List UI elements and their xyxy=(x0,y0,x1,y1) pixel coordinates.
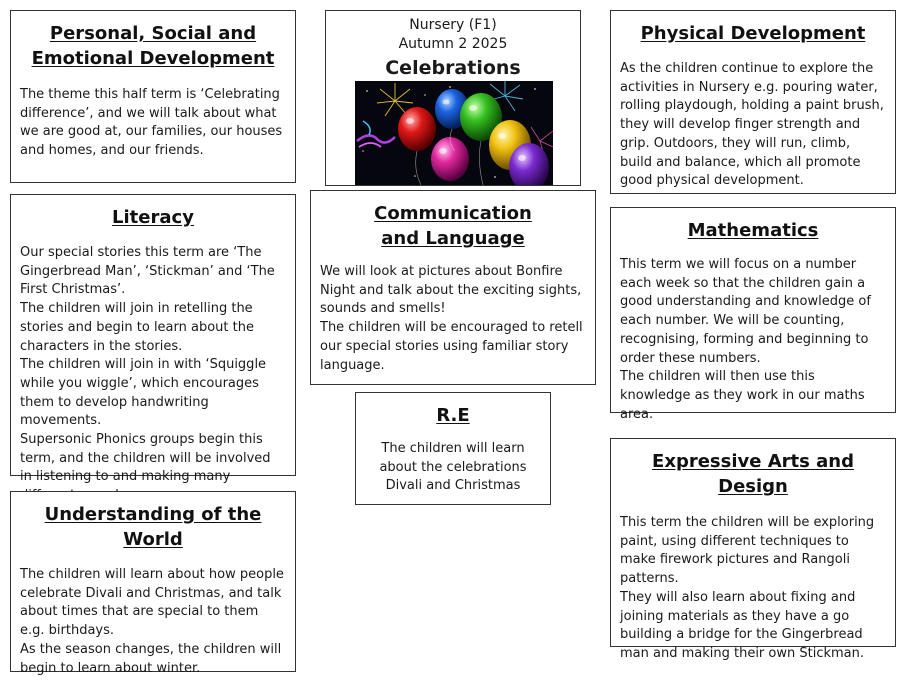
psed-panel xyxy=(10,10,296,183)
header-class: Nursery (F1) xyxy=(409,17,497,33)
mathematics-body: This term we will focus on a number each week so that the children gain a good understanding and knowledge of each number. We will be counting, recognising, forming and beginning to order these numbers. The children will then use this knowledge as they work in our maths area. xyxy=(620,257,871,422)
psed-title: Personal, Social and Emotional Development xyxy=(31,23,275,69)
physical-development-panel xyxy=(610,10,896,194)
header-panel xyxy=(325,10,581,186)
balloons-fireworks-image xyxy=(355,81,553,185)
understanding-world-panel xyxy=(10,491,296,676)
expressive-arts-body: This term the children will be exploring paint, using different techniques to make firework pictures and Rangoli patterns. They will also learn about fixing and joining materials as they have a go building a bridge for the Gingerbread man and making their own Stickman. xyxy=(620,515,875,661)
communication-language-panel xyxy=(310,190,596,385)
re-panel xyxy=(355,392,551,505)
literacy-panel xyxy=(10,194,296,485)
re-title: R.E xyxy=(436,405,470,426)
physical-development-title: Physical Development xyxy=(640,23,866,44)
understanding-world-body: The children will learn about how people celebrate Divali and Christmas, and talk about times that are special to them e.g. birthdays. As the season changes, the children will begin to learn about winter. xyxy=(20,567,284,676)
physical-development-body: As the children continue to explore the activities in Nursery e.g. pouring water, rolling playdough, holding a paint brush, they will develop finger strength and grip. Outdoors, they will run, climb, build and balance, which all promote good physical development. xyxy=(620,61,884,189)
literacy-title: Literacy xyxy=(112,207,194,228)
header-term: Autumn 2 2025 xyxy=(398,36,508,52)
literacy-body: Our special stories this term are ‘The Gingerbread Man’, ‘Stickman’ and ‘The First Christmas’. The children will join in retelling the stories and begin to learn about the characters in the stories. The children will join in with ‘Squiggle while you wiggle’, which encourages them to develop handwriting movements. Supersonic Phonics groups begin this term, and the children will be involved in listening to and making many xyxy=(20,245,275,485)
mathematics-panel xyxy=(610,207,896,422)
balloons-fireworks-illustration xyxy=(355,81,553,185)
communication-language-body: We will look at pictures about Bonfire Night and talk about the exciting sights, sounds and smells! The children will be encouraged to retell our special stories using familiar story language. xyxy=(320,264,583,373)
mathematics-title: Mathematics xyxy=(687,220,819,241)
expressive-arts-panel xyxy=(610,438,896,661)
re-body: The children will learn about the celebrations Divali and Christmas xyxy=(379,441,527,494)
expressive-arts-title: Expressive Arts and Design xyxy=(652,451,854,497)
communication-language-title: Communication and Language xyxy=(374,203,532,249)
understanding-world-title: Understanding of the World xyxy=(44,504,262,550)
header-title: Celebrations xyxy=(385,57,521,79)
psed-body: The theme this half term is ‘Celebrating difference’, and we will talk about what we are good at, our families, our houses and homes, and our friends. xyxy=(20,87,283,159)
